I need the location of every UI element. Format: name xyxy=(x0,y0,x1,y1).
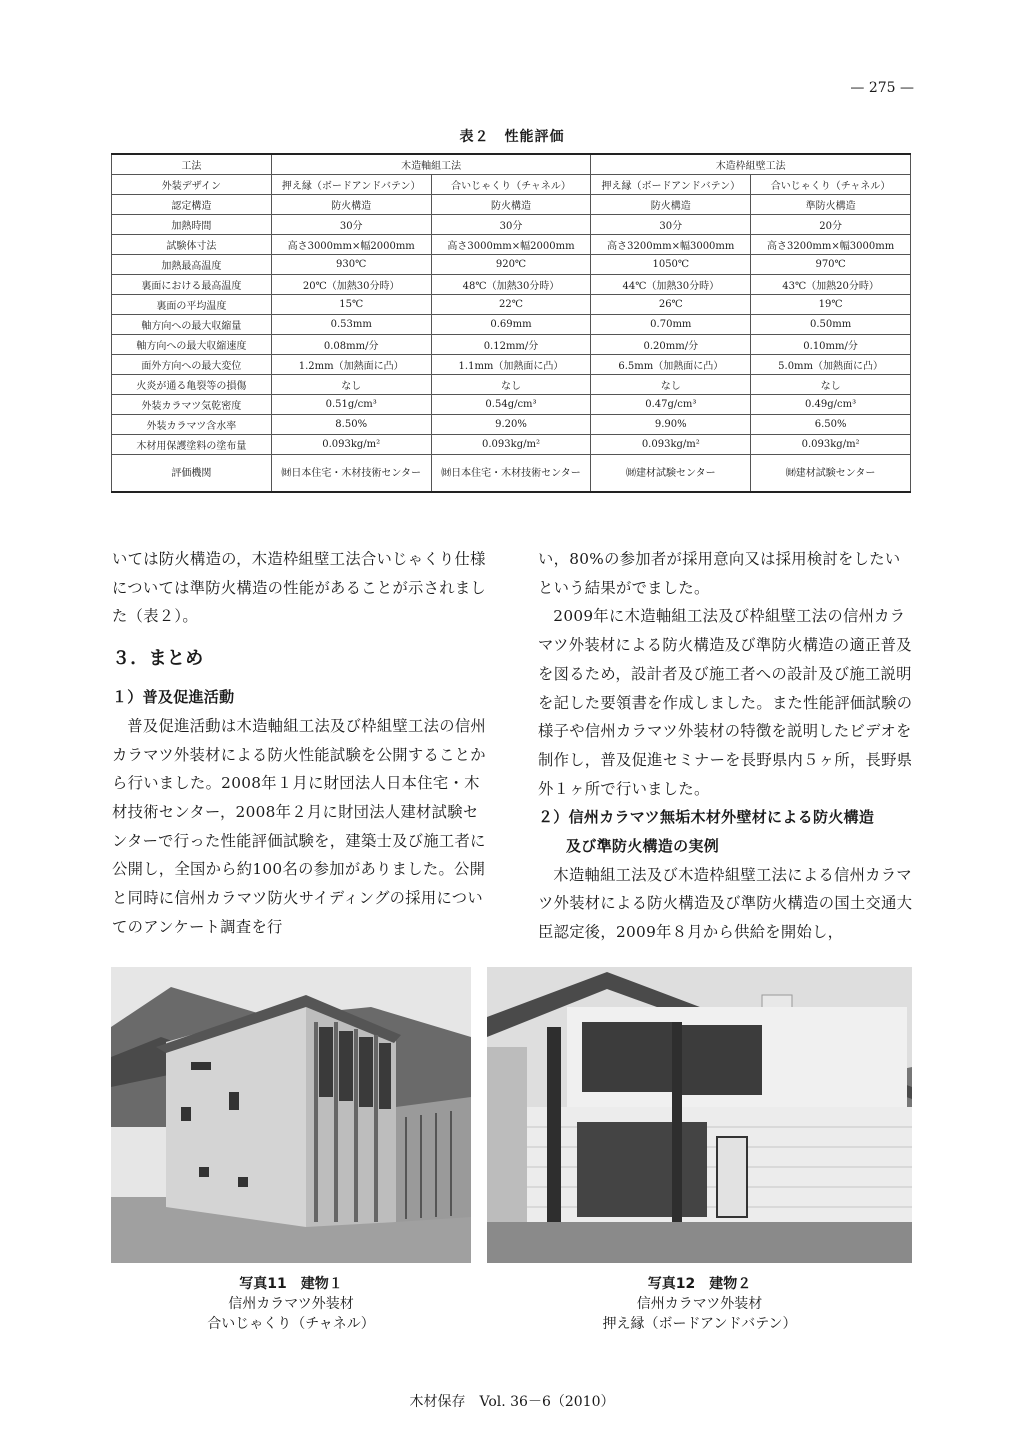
table-cell: 0.08mm/分 xyxy=(271,335,431,355)
table-cell: なし xyxy=(751,375,911,395)
table-header-method: 工法 xyxy=(112,154,272,175)
table-row xyxy=(112,195,911,215)
table-cell: 高さ3000mm×幅2000mm xyxy=(271,235,431,255)
table-row-label: 火炎が通る亀裂等の損傷 xyxy=(112,375,272,395)
photo-11-title: 写真11 建物１ xyxy=(239,1276,343,1292)
table-cell: 0.10mm/分 xyxy=(751,335,911,355)
photo-11-caption xyxy=(111,1274,471,1334)
right-column xyxy=(538,545,914,947)
table-cell: 0.47g/cm³ xyxy=(591,395,751,415)
table-cell: 30分 xyxy=(591,215,751,235)
table-cell: 48℃（加熱30分時） xyxy=(431,275,591,295)
table-header-group-2: 木造枠組壁工法 xyxy=(591,154,911,175)
table-row xyxy=(112,335,911,355)
subsection-heading-1: １）普及促進活動 xyxy=(112,688,235,707)
table-cell: 防火構造 xyxy=(271,195,431,215)
table-row xyxy=(112,395,911,415)
table-row-label: 評価機関 xyxy=(112,455,272,493)
right-paragraph-1: い，80%の参加者が採用意向又は採用検討をしたいという結果がでました。 xyxy=(538,550,901,597)
table-cell: なし xyxy=(271,375,431,395)
photo-building-2 xyxy=(487,967,912,1263)
table-cell: ㈶日本住宅・木材技術センター xyxy=(431,455,591,493)
table-cell: 0.093kg/m² xyxy=(271,435,431,455)
photo-12-caption xyxy=(487,1274,912,1334)
photo-11-line-1: 信州カラマツ外装材 xyxy=(228,1296,354,1312)
table-row xyxy=(112,355,911,375)
table-row xyxy=(112,315,911,335)
table-cell: 0.69mm xyxy=(431,315,591,335)
table-cell: 970℃ xyxy=(751,255,911,275)
table-cell: 押え縁（ボードアンドバテン） xyxy=(591,175,751,195)
right-paragraph-2: 2009年に木造軸組工法及び枠組壁工法の信州カラマツ外装材による防火構造及び準防火構造の適正普及を図るため，設計者及び施工者への設計及び施工説明を記した要領書を作成しました。また性能評価試験の様子や信州カラマツ外装材の特徴を説明したビデオを制作し，普及促進セミナーを長野県内５ヶ所，長野県外１ヶ所で行いました。 xyxy=(538,607,913,798)
table-title: 表２ 性能評価 xyxy=(459,129,565,145)
page-number: — 275 — xyxy=(850,80,914,96)
table-cell: 30分 xyxy=(271,215,431,235)
subsection-heading-2: ２）信州カラマツ無垢木材外壁材による防火構造 xyxy=(538,808,875,827)
table-row xyxy=(112,255,911,275)
table-cell: 0.70mm xyxy=(591,315,751,335)
table-cell: 6.50% xyxy=(751,415,911,435)
table-cell: 44℃（加熱30分時） xyxy=(591,275,751,295)
left-paragraph-2: 普及促進活動は木造軸組工法及び枠組壁工法の信州カラマツ外装材による防火性能試験を公開することから行いました。2008年１月に財団法人日本住宅・木材技術センター，2008年２月に財団法人建材試験センターで行った性能評価試験を，建築士及び施工者に公開し，全国から約100名の参加がありました。公開と同時に信州カラマツ防火サイディングの採用についてのアンケート調査を行 xyxy=(112,716,487,936)
table-cell: 6.5mm（加熱面に凸） xyxy=(591,355,751,375)
table-row-label: 裏面における最高温度 xyxy=(112,275,272,295)
performance-table xyxy=(111,153,911,493)
table-row-label: 試験体寸法 xyxy=(112,235,272,255)
table-cell: 1050℃ xyxy=(591,255,751,275)
photo-12-title: 写真12 建物２ xyxy=(647,1276,752,1292)
table-cell: 高さ3200mm×幅3000mm xyxy=(751,235,911,255)
table-cell: 15℃ xyxy=(271,295,431,315)
table-cell: 合いじゃくり（チャネル） xyxy=(431,175,591,195)
table-row xyxy=(112,215,911,235)
table-row-label: 加熱最高温度 xyxy=(112,255,272,275)
table-row-label: 外装カラマツ含水率 xyxy=(112,415,272,435)
table-row xyxy=(112,235,911,255)
table-cell: 5.0mm（加熱面に凸） xyxy=(751,355,911,375)
table-cell: 0.54g/cm³ xyxy=(431,395,591,415)
table-row-label: 軸方向への最大収縮量 xyxy=(112,315,272,335)
table-cell: 準防火構造 xyxy=(751,195,911,215)
table-cell: なし xyxy=(591,375,751,395)
table-cell: 0.093kg/m² xyxy=(431,435,591,455)
table-header-group-1: 木造軸組工法 xyxy=(271,154,591,175)
table-row xyxy=(112,275,911,295)
table-row-label: 面外方向への最大変位 xyxy=(112,355,272,375)
table-cell: なし xyxy=(431,375,591,395)
table-cell: 43℃（加熱20分時） xyxy=(751,275,911,295)
photo-12-line-2: 押え縁（ボードアンドバテン） xyxy=(602,1316,797,1332)
table-cell: 30分 xyxy=(431,215,591,235)
table-cell: ㈶日本住宅・木材技術センター xyxy=(271,455,431,493)
section-heading: ３．まとめ xyxy=(112,648,204,670)
table-row-label: 外装デザイン xyxy=(112,175,272,195)
table-cell: 930℃ xyxy=(271,255,431,275)
table-row-label: 認定構造 xyxy=(112,195,272,215)
table-cell: 0.093kg/m² xyxy=(751,435,911,455)
table-cell: 0.49g/cm³ xyxy=(751,395,911,415)
table-cell: 9.20% xyxy=(431,415,591,435)
table-header-row xyxy=(112,154,911,175)
photo-building-1 xyxy=(111,967,471,1263)
table-cell: 防火構造 xyxy=(591,195,751,215)
photo-11-line-2: 合いじゃくり（チャネル） xyxy=(207,1316,375,1332)
table-row-label: 外装カラマツ気乾密度 xyxy=(112,395,272,415)
table-row-label: 軸方向への最大収縮速度 xyxy=(112,335,272,355)
table-cell: 0.12mm/分 xyxy=(431,335,591,355)
table-cell: 9.90% xyxy=(591,415,751,435)
left-column xyxy=(112,545,492,941)
journal-footer: 木材保存 Vol. 36－6（2010） xyxy=(409,1394,615,1410)
table-row-label: 加熱時間 xyxy=(112,215,272,235)
left-paragraph-1: いては防火構造の，木造枠組壁工法合いじゃくり仕様については準防火構造の性能があることが示されました（表２）。 xyxy=(112,550,487,626)
table-row xyxy=(112,435,911,455)
table-cell: 防火構造 xyxy=(431,195,591,215)
table-cell: 19℃ xyxy=(751,295,911,315)
table-cell: ㈶建材試験センター xyxy=(591,455,751,493)
table-row xyxy=(112,455,911,493)
right-paragraph-3: 木造軸組工法及び木造枠組壁工法による信州カラマツ外装材による防火構造及び準防火構造の国土交通大臣認定後，2009年８月から供給を開始し， xyxy=(538,865,913,942)
table-cell: 8.50% xyxy=(271,415,431,435)
table-cell: 26℃ xyxy=(591,295,751,315)
table-cell: 高さ3200mm×幅3000mm xyxy=(591,235,751,255)
table-row-label: 木材用保護塗料の塗布量 xyxy=(112,435,272,455)
table-cell: 1.2mm（加熱面に凸） xyxy=(271,355,431,375)
table-cell: 0.50mm xyxy=(751,315,911,335)
table-cell: 0.093kg/m² xyxy=(591,435,751,455)
table-row xyxy=(112,175,911,195)
table-cell: 920℃ xyxy=(431,255,591,275)
photo-12-line-1: 信州カラマツ外装材 xyxy=(636,1296,763,1312)
table-cell: 0.20mm/分 xyxy=(591,335,751,355)
table-cell: 高さ3000mm×幅2000mm xyxy=(431,235,591,255)
table-row xyxy=(112,375,911,395)
table-row xyxy=(112,295,911,315)
table-cell: 合いじゃくり（チャネル） xyxy=(751,175,911,195)
table-row-label: 裏面の平均温度 xyxy=(112,295,272,315)
table-cell: 0.53mm xyxy=(271,315,431,335)
table-cell: 20分 xyxy=(751,215,911,235)
table-cell: 1.1mm（加熱面に凸） xyxy=(431,355,591,375)
subsection-heading-2-cont: 及び準防火構造の実例 xyxy=(566,837,720,856)
table-cell: 押え縁（ボードアンドバテン） xyxy=(271,175,431,195)
table-cell: ㈶建材試験センター xyxy=(751,455,911,493)
table-cell: 22℃ xyxy=(431,295,591,315)
table-cell: 20℃（加熱30分時） xyxy=(271,275,431,295)
table-cell: 0.51g/cm³ xyxy=(271,395,431,415)
table-row xyxy=(112,415,911,435)
